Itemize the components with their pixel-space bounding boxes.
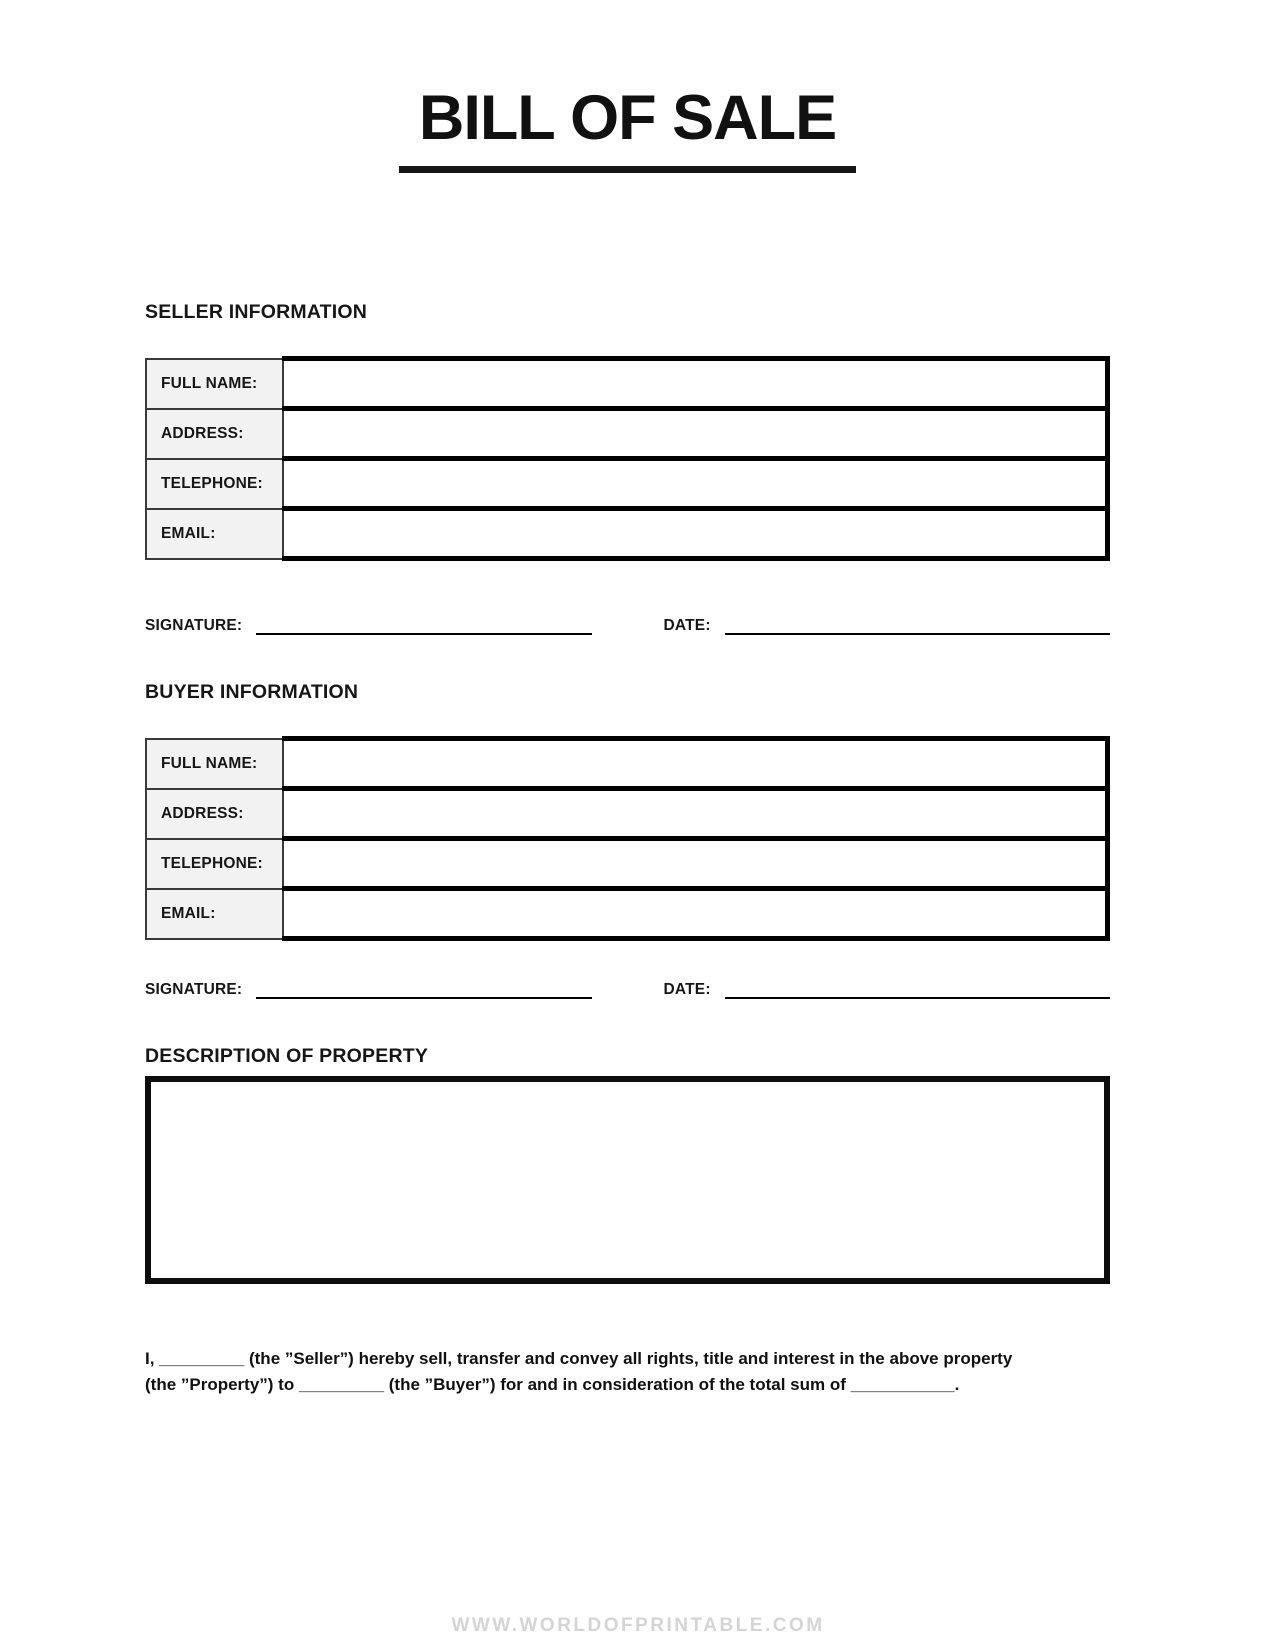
property-description-field[interactable] xyxy=(145,1076,1110,1284)
declaration-text xyxy=(145,1346,1110,1397)
table-row xyxy=(146,509,1108,559)
table-row xyxy=(146,789,1108,839)
buyer-address-field[interactable] xyxy=(283,789,1108,839)
field-label-address: ADDRESS: xyxy=(146,789,283,839)
seller-email-field[interactable] xyxy=(283,509,1108,559)
buyer-section-heading: BUYER INFORMATION xyxy=(145,681,359,704)
table-row xyxy=(146,839,1108,889)
field-label-full-name: FULL NAME: xyxy=(146,739,283,789)
page-title: BILL OF SALE xyxy=(418,83,837,153)
buyer-email-field[interactable] xyxy=(283,889,1108,939)
seller-signature-pair xyxy=(145,617,592,635)
field-label-address: ADDRESS: xyxy=(146,409,283,459)
seller-info-table xyxy=(145,356,1110,561)
title-underline xyxy=(399,166,856,173)
seller-signature-line[interactable] xyxy=(256,617,591,635)
property-section-heading: DESCRIPTION OF PROPERTY xyxy=(145,1045,429,1068)
buyer-telephone-field[interactable] xyxy=(283,839,1108,889)
declaration-line-2: (the ”Property”) to _________ (the ”Buyer”) for and in consideration of the total sum of ___________. xyxy=(145,1374,960,1394)
date-label: DATE: xyxy=(663,617,711,635)
table-row xyxy=(146,739,1108,789)
date-label: DATE: xyxy=(663,981,711,999)
buyer-full-name-field[interactable] xyxy=(283,739,1108,789)
signature-label: SIGNATURE: xyxy=(145,981,243,999)
seller-date-pair xyxy=(664,617,1111,635)
title-block xyxy=(145,0,1110,173)
seller-section-heading: SELLER INFORMATION xyxy=(145,301,368,324)
field-label-telephone: TELEPHONE: xyxy=(146,839,283,889)
buyer-signature-row xyxy=(145,981,1110,999)
seller-full-name-field[interactable] xyxy=(283,359,1108,409)
seller-telephone-field[interactable] xyxy=(283,459,1108,509)
buyer-signature-pair xyxy=(145,981,592,999)
footer-watermark: WWW.WORLDOFPRINTABLE.COM xyxy=(451,1615,825,1636)
buyer-date-pair xyxy=(664,981,1111,999)
field-label-email: EMAIL: xyxy=(146,889,283,939)
signature-label: SIGNATURE: xyxy=(145,617,243,635)
field-label-telephone: TELEPHONE: xyxy=(146,459,283,509)
seller-address-field[interactable] xyxy=(283,409,1108,459)
table-row xyxy=(146,889,1108,939)
table-row xyxy=(146,359,1108,409)
field-label-email: EMAIL: xyxy=(146,509,283,559)
seller-date-line[interactable] xyxy=(725,617,1110,635)
buyer-date-line[interactable] xyxy=(725,981,1110,999)
field-label-full-name: FULL NAME: xyxy=(146,359,283,409)
seller-signature-row xyxy=(145,617,1110,635)
declaration-line-1: I, _________ (the ”Seller”) hereby sell, transfer and convey all rights, title and interest in the above property xyxy=(145,1349,1013,1369)
table-row xyxy=(146,459,1108,509)
table-row xyxy=(146,409,1108,459)
buyer-signature-line[interactable] xyxy=(256,981,591,999)
buyer-info-table xyxy=(145,736,1110,941)
